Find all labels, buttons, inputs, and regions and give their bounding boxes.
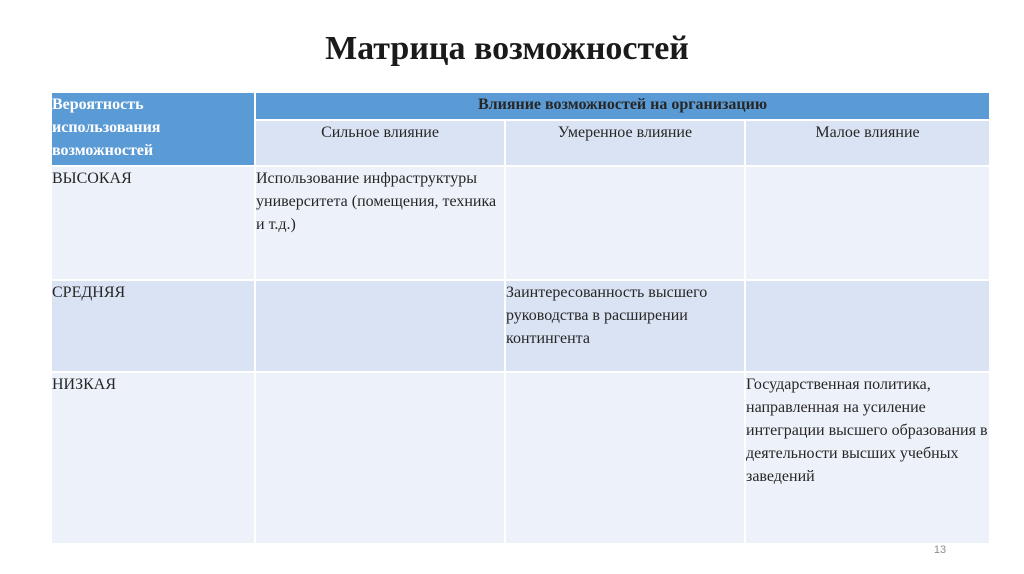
probability-header: Вероятность использования возможностей [51,92,255,166]
row-label-low: НИЗКАЯ [51,372,255,544]
table-row-medium [51,280,990,372]
cell-high-low [745,166,990,280]
cell-low-low: Государственная политика, направленная на усиление интеграции высшего образования в деятельности высших учебных заведений [745,372,990,544]
column-header-low: Малое влияние [745,120,990,166]
cell-high-moderate [505,166,745,280]
cell-medium-moderate: Заинтересованность высшего руководства в расширении контингента [505,280,745,372]
page-number: 13 [933,544,947,556]
column-header-strong: Сильное влияние [255,120,505,166]
column-header-moderate: Умеренное влияние [505,120,745,166]
row-label-high: ВЫСОКАЯ [51,166,255,280]
cell-high-strong: Использование инфраструктуры университета (помещения, техника и т.д.) [255,166,505,280]
row-label-medium: СРЕДНЯЯ [51,280,255,372]
cell-medium-low [745,280,990,372]
cell-medium-strong [255,280,505,372]
cell-low-strong [255,372,505,544]
cell-low-moderate [505,372,745,544]
influence-header: Влияние возможностей на организацию [255,92,990,120]
header-row [51,92,990,120]
table-row-high [51,166,990,280]
table-row-low [51,372,990,544]
opportunity-matrix-table [50,91,991,545]
slide-title: Матрица возможностей [325,30,689,67]
